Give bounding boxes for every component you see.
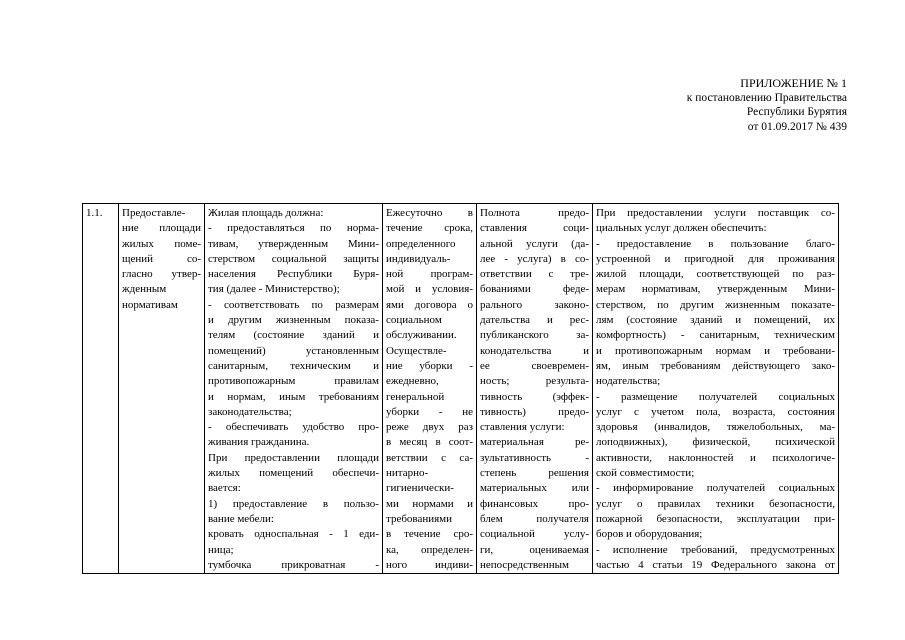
- text-line: жилых помещений обеспечи-: [208, 467, 379, 480]
- text-line: законодательства;: [208, 405, 292, 418]
- text-line: социальной услу-: [480, 528, 589, 541]
- row-number: 1.1.: [86, 207, 103, 219]
- text-line: ответствии с тре-: [480, 268, 589, 281]
- text-line: нитарно-: [386, 467, 429, 480]
- text-line: лоподвижных), физической, психической: [596, 436, 835, 449]
- text-line: и другим жизненным показа-: [208, 314, 379, 327]
- text-line: При предоставлении площади: [208, 451, 379, 464]
- text-line: пожарной безопасности, эксплуатации при-: [596, 512, 835, 525]
- text-line: конодательства и: [480, 344, 589, 357]
- text-line: противопожарным правилам: [208, 375, 379, 388]
- text-line: тия (далее - Министерство);: [208, 283, 340, 296]
- text-line: Предоставле-: [122, 207, 186, 219]
- text-line: тивность (эффек-: [480, 390, 589, 403]
- text-line: ветствии с са-: [386, 451, 473, 464]
- text-line: публиканского за-: [480, 329, 589, 342]
- text-line: ного индиви-: [386, 558, 473, 571]
- text-line: блем получателя: [480, 512, 589, 525]
- text-line: комфортность) - санитарным, техническим: [596, 329, 835, 342]
- text-line: и нормам, иным требованиям: [208, 390, 379, 403]
- text-line: - соответствовать по размерам: [208, 298, 379, 311]
- text-line: - обеспечивать удобство про-: [208, 421, 379, 434]
- text-line: материальная ре-: [480, 436, 589, 449]
- text-line: уборки - не: [386, 405, 473, 418]
- text-line: и противопожарным нормам и требовани-: [596, 344, 835, 357]
- text-line: Ежесуточно в: [386, 207, 473, 219]
- text-line: жилых поме-: [122, 237, 201, 250]
- text-line: При предоставлении услуги поставщик со-: [596, 207, 835, 219]
- text-line: тумбочка прикроватная -: [208, 558, 379, 571]
- appendix-line-1: к постановлению Правительства: [686, 91, 847, 104]
- text-line: ность; результа-: [480, 375, 589, 388]
- text-line: нормативам: [122, 298, 178, 311]
- text-line: ставления соци-: [480, 222, 589, 235]
- text-line: лее - услуга) в со-: [480, 252, 589, 265]
- appendix-header: [687, 76, 847, 134]
- text-line: живания гражданина.: [208, 436, 310, 449]
- text-line: определенного: [386, 237, 456, 250]
- text-line: активности, наклонностей и психологиче-: [596, 451, 835, 464]
- text-line: - предоставляться по норма-: [208, 222, 379, 235]
- text-line: в месяц в соот-: [386, 436, 473, 449]
- service-name: [122, 206, 201, 313]
- text-line: альной услуги (да-: [480, 237, 589, 250]
- text-line: Полнота предо-: [480, 207, 589, 219]
- text-line: вается:: [208, 482, 241, 495]
- text-line: социальном: [386, 314, 442, 327]
- text-line: лям (состояние зданий и помещений, их: [596, 314, 835, 327]
- text-line: зультативность -: [480, 451, 589, 464]
- text-line: ние уборки -: [386, 359, 473, 372]
- text-line: требованиями: [386, 512, 453, 525]
- text-line: ской совместимости;: [596, 467, 695, 480]
- service-conditions-cell: [593, 204, 839, 574]
- appendix-title: ПРИЛОЖЕНИЕ № 1: [740, 76, 847, 90]
- text-line: устроенной и пригодной для проживания: [596, 252, 835, 265]
- text-line: тивность) предо-: [480, 405, 589, 418]
- text-line: тивам, утвержденным Мини-: [208, 237, 379, 250]
- text-line: материальных или: [480, 482, 589, 495]
- text-line: нодательства;: [596, 375, 661, 388]
- text-line: санитарным, техническим и: [208, 359, 379, 372]
- text-line: ям, иным требованиям действующего зако-: [596, 359, 835, 372]
- text-line: щений со-: [122, 252, 201, 265]
- table-row: [83, 204, 839, 574]
- text-line: кровать односпальная - 1 еди-: [208, 528, 379, 541]
- text-line: ной програм-: [386, 268, 473, 281]
- text-line: - исполнение требований, предусмотренных: [596, 543, 835, 556]
- text-line: ница;: [208, 543, 234, 556]
- service-name-cell: [119, 204, 205, 574]
- text-line: телям (состояние зданий и: [208, 329, 379, 342]
- text-line: здоровья (инвалидов, тяжелобольных, ма-: [596, 421, 835, 434]
- text-line: - размещение получателей социальных: [596, 390, 835, 403]
- text-line: генеральной: [386, 390, 445, 403]
- text-line: обслуживании.: [386, 329, 457, 342]
- text-line: боров и оборудования;: [596, 528, 703, 541]
- service-conditions: [596, 206, 835, 573]
- appendix-line-2: Республики Бурятия: [746, 106, 847, 118]
- service-timing: [386, 206, 473, 573]
- text-line: жилой площади, соответствующей по раз-: [596, 268, 835, 281]
- text-line: финансовых про-: [480, 497, 589, 510]
- text-line: степень решения: [480, 467, 589, 480]
- text-line: Осуществле-: [386, 344, 447, 357]
- text-line: мой и условия-: [386, 283, 473, 296]
- text-line: 1) предоставление в пользо-: [208, 497, 379, 510]
- text-line: циальных услуг должен обеспечить:: [596, 222, 767, 235]
- text-line: непосредственным: [480, 558, 569, 571]
- quality-indicators: [480, 206, 589, 573]
- service-description: [208, 206, 379, 573]
- text-line: услуг с учетом пола, возраста, состояния: [596, 405, 835, 418]
- text-line: мерам нормативам, утвержденным Мини-: [596, 283, 835, 296]
- text-line: услуг о правилах техники безопасности,: [596, 497, 835, 510]
- text-line: населения Республики Буря-: [208, 268, 379, 281]
- text-line: бованиями феде-: [480, 283, 589, 296]
- text-line: течение срока,: [386, 222, 473, 235]
- text-line: ми нормами и: [386, 497, 473, 510]
- text-line: дательства и рес-: [480, 314, 589, 327]
- text-line: гигиенически-: [386, 482, 454, 495]
- text-line: ка, определен-: [386, 543, 473, 556]
- text-line: помещений) установленным: [208, 344, 379, 357]
- text-line: стерством, по другим жизненным показате-: [596, 298, 835, 311]
- text-line: - информирование получателей социальных: [596, 482, 835, 495]
- text-line: в течение сро-: [386, 528, 473, 541]
- text-line: индивидуаль-: [386, 252, 451, 265]
- service-description-cell: [205, 204, 383, 574]
- text-line: гласно утвер-: [122, 268, 201, 281]
- text-line: вание мебели:: [208, 512, 274, 525]
- text-line: рального законо-: [480, 298, 589, 311]
- text-line: жденным: [122, 283, 167, 296]
- text-line: ее своевремен-: [480, 359, 589, 372]
- text-line: ежедневно,: [386, 375, 439, 388]
- text-line: - предоставление в пользование благо-: [596, 237, 835, 250]
- text-line: стерством социальной защиты: [208, 252, 379, 265]
- text-line: ги, оцениваемая: [480, 543, 589, 556]
- text-line: частью 4 статьи 19 Федерального закона от: [596, 558, 835, 571]
- quality-indicators-cell: [477, 204, 593, 574]
- service-timing-cell: [383, 204, 477, 574]
- text-line: ями договора о: [386, 298, 473, 311]
- text-line: реже двух раз: [386, 421, 473, 434]
- text-line: ставления услуги:: [480, 421, 565, 434]
- services-table: [82, 203, 839, 574]
- text-line: Жилая площадь должна:: [208, 207, 324, 219]
- appendix-line-3: от 01.09.2017 № 439: [747, 120, 847, 133]
- row-number-cell: [83, 204, 119, 574]
- text-line: ние площади: [122, 222, 201, 235]
